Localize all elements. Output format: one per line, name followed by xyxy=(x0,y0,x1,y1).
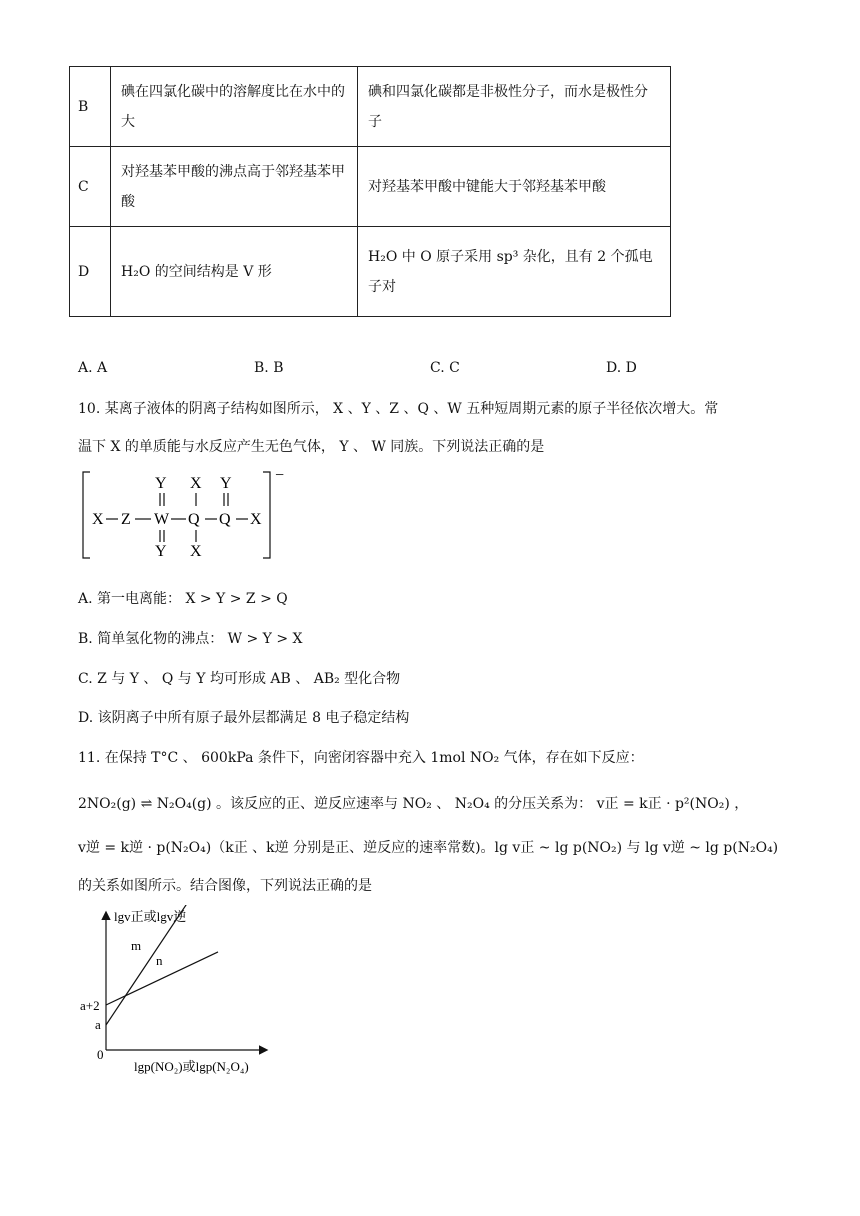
atom-w: W xyxy=(154,511,170,528)
rate-chart xyxy=(76,905,286,1080)
atom-q1: Q xyxy=(188,511,200,528)
q11-stem-line3: v逆 = k逆 · p(N₂O₄)（k正 、k逆 分别是正、逆反应的速率常数)。lg v正 ~ lg p(NO₂) 与 lg v逆 ~ lg p(N₂O₄) xyxy=(78,840,779,856)
series-n-label: n xyxy=(156,953,163,968)
atom-x-top-q: X xyxy=(190,475,202,492)
atom-y-top-q2: Y xyxy=(220,475,232,492)
atom-z: Z xyxy=(121,511,131,528)
q10-option-c[interactable]: C. Z 与 Y 、 Q 与 Y 均可形成 AB 、 AB₂ 型化合物 xyxy=(78,671,401,687)
row-key: C xyxy=(70,147,111,227)
q11-stem-line1: 11. 在保持 T°C 、 600kPa 条件下，向密闭容器中充入 1mol NO₂ 气体，存在如下反应： xyxy=(78,750,644,766)
anion-structure xyxy=(80,468,295,564)
q10-option-d[interactable]: D. 该阴离子中所有原子最外层都满足 8 电子稳定结构 xyxy=(78,710,410,726)
q9-choice-d[interactable]: D. D xyxy=(606,360,637,376)
q10-option-b[interactable]: B. 简单氢化物的沸点： W > Y > X xyxy=(78,631,303,647)
row-key: B xyxy=(70,67,111,147)
q9-choice-b[interactable]: B. B xyxy=(254,360,284,376)
table-row xyxy=(70,67,671,147)
q11-stem-line2: 2NO₂(g) ⇌ N₂O₄(g) 。该反应的正、逆反应速率与 NO₂ 、 N₂O₄ 的分压关系为： v正 = k正 · p²(NO₂) ， xyxy=(78,796,749,812)
row-key: D xyxy=(70,227,111,317)
atom-q2: Q xyxy=(219,511,231,528)
row-reason: 对羟基苯甲酸中键能大于邻羟基苯甲酸 xyxy=(358,147,671,227)
table-row xyxy=(70,227,671,317)
row-reason: 碘和四氯化碳都是非极性分子，而水是极性分子 xyxy=(358,67,671,147)
q9-choice-c[interactable]: C. C xyxy=(430,360,460,376)
row-statement: 碘在四氯化碳中的溶解度比在水中的大 xyxy=(111,67,358,147)
y-tick-a-plus-2: a+2 xyxy=(80,998,100,1013)
atom-y-top-w: Y xyxy=(155,475,167,492)
q9-choice-a[interactable]: A. A xyxy=(78,360,108,376)
q10-option-a[interactable]: A. 第一电离能： X > Y > Z > Q xyxy=(78,591,288,607)
row-reason: H₂O 中 O 原子采用 sp³ 杂化，且有 2 个孤电子对 xyxy=(358,227,671,317)
charge-label: − xyxy=(275,468,285,484)
y-axis-label: lgv正或lgv逆 xyxy=(114,909,187,924)
row-statement: H₂O 的空间结构是 V 形 xyxy=(111,227,358,317)
q11-stem-line4: 的关系如图所示。结合图像，下列说法正确的是 xyxy=(78,878,372,894)
table-row xyxy=(70,147,671,227)
atom-y-bottom-w: Y xyxy=(155,543,167,560)
atom-x-right: X xyxy=(250,511,262,528)
atom-x-bottom-q: X xyxy=(190,543,202,560)
origin-label: 0 xyxy=(97,1047,104,1062)
x-axis-label: lgp(NO₂)或lgp(N₂O₄) xyxy=(134,1059,249,1074)
series-m-label: m xyxy=(131,938,142,953)
q10-stem-line2: 温下 X 的单质能与水反应产生无色气体， Y 、 W 同族。下列说法正确的是 xyxy=(78,439,545,455)
y-tick-a: a xyxy=(95,1017,101,1032)
atom-x-left: X xyxy=(92,511,104,528)
row-statement: 对羟基苯甲酸的沸点高于邻羟基苯甲酸 xyxy=(111,147,358,227)
options-table xyxy=(69,66,671,317)
q10-stem-line1: 10. 某离子液体的阴离子结构如图所示， X 、Y 、Z 、Q 、W 五种短周期元素的原子半径依次增大。常 xyxy=(78,401,719,417)
